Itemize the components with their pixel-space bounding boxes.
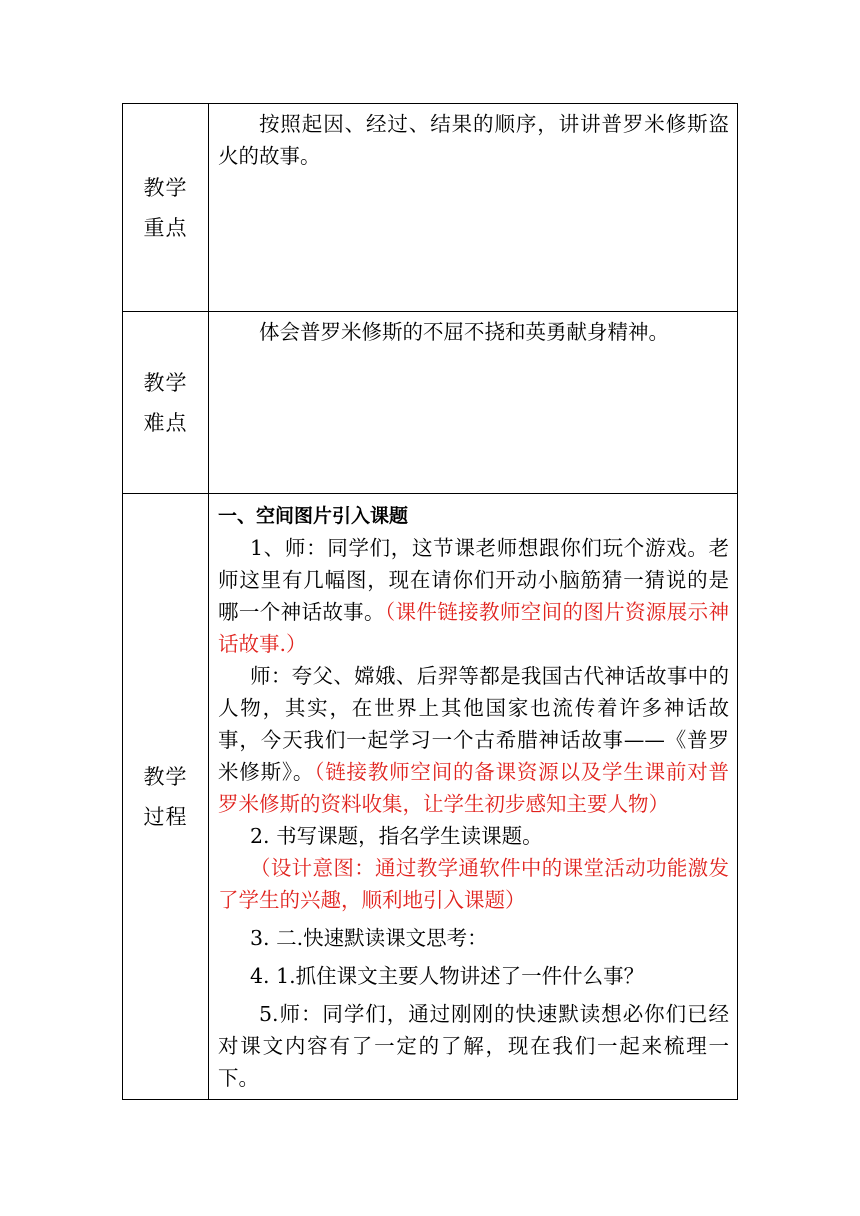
cell-key-points	[209, 104, 738, 312]
paragraph-intro-game	[218, 532, 729, 660]
label-line: 难点	[143, 410, 188, 435]
cell-process	[209, 494, 738, 1100]
label-line: 重点	[143, 215, 188, 240]
label-line: 过程	[143, 804, 188, 829]
lesson-plan-table	[122, 103, 738, 1100]
paragraph-quick-read: 3. 二.快速默读课文思考：	[250, 926, 488, 950]
annotation-note: （链接教师空间的备课资源以及学生课前对普罗米修斯的资料收集，让学生初步感知主要人物）	[218, 760, 730, 816]
paragraph-myths	[218, 660, 729, 820]
label-line: 教学	[143, 370, 188, 395]
row-label-process	[123, 494, 209, 1100]
difficulties-text: 体会普罗米修斯的不屈不挠和英勇献身精神。	[259, 320, 669, 344]
annotation-note: （课件链接教师空间的图片资源展示神话故事.）	[218, 600, 730, 656]
paragraph-question: 4. 1.抓住课文主要人物讲述了一件什么事？	[250, 964, 645, 988]
key-points-text: 按照起因、经过、结果的顺序，讲讲普罗米修斯盗火的故事。	[218, 112, 729, 168]
row-label-difficulties	[123, 312, 209, 494]
paragraph-text: 师：夸父、嫦娥、后羿等都是我国古代神话故事中的人物，其实，在世界上其他国家也流传着许多神话故事，今天我们一起学习一个古希腊神话故事——《普罗米修斯》。	[218, 664, 729, 784]
table-row-process	[123, 494, 738, 1100]
label-line: 教学	[143, 764, 188, 789]
design-intent-note: （设计意图：通过教学通软件中的课堂活动功能激发了学生的兴趣，顺利地引入课题）	[218, 856, 729, 912]
paragraph-write-title: 2. 书写课题，指名学生读课题。	[250, 824, 543, 848]
cell-difficulties	[209, 312, 738, 494]
label-line: 教学	[143, 175, 188, 200]
table-row-difficulties	[123, 312, 738, 494]
section-heading: 一、空间图片引入课题	[218, 505, 409, 527]
paragraph-text: 1、师：同学们，这节课老师想跟你们玩个游戏。老师这里有几幅图，现在请你们开动小脑筋猜一猜说的是哪一个神话故事。	[218, 536, 729, 624]
paragraph-summary: 5.师：同学们，通过刚刚的快速默读想必你们已经对课文内容有了一定的了解，现在我们一起来梳理一下。	[218, 1002, 729, 1090]
table-row-key-points	[123, 104, 738, 312]
row-label-key-points	[123, 104, 209, 312]
